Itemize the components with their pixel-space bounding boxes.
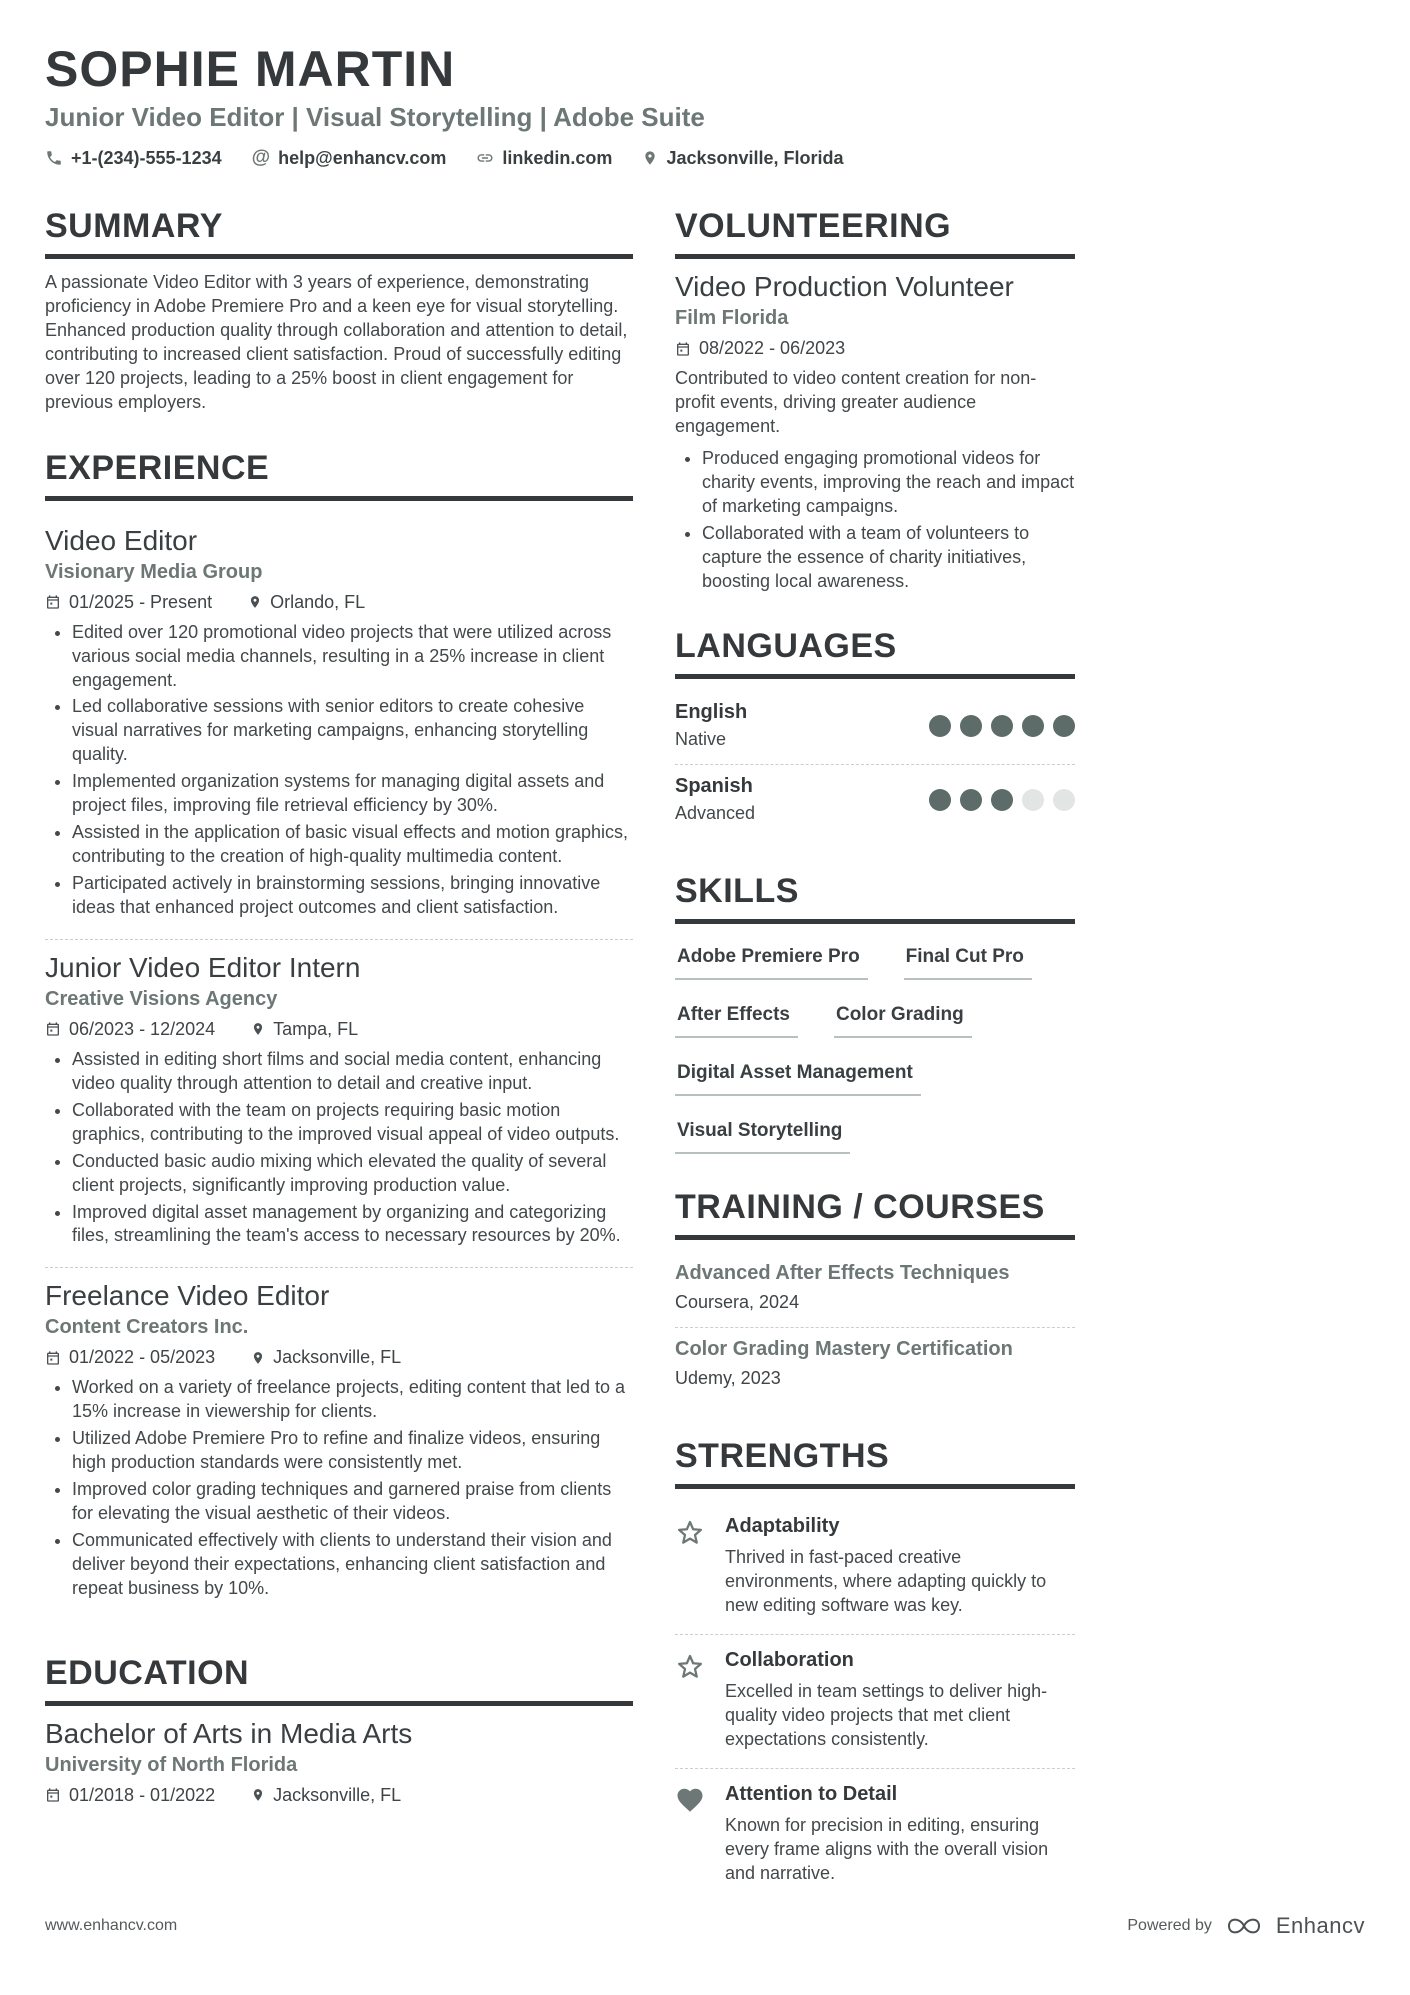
languages-heading: LANGUAGES <box>675 627 1075 679</box>
strength-content <box>725 1649 1075 1752</box>
name-heading: SOPHIE MARTIN <box>45 41 456 97</box>
bullet-point: • Participated actively in brainstorming sessions, bringing innovative ideas that enhanced project outcomes and client satisfaction. <box>72 872 633 920</box>
bullet-point: • Utilized Adobe Premiere Pro to refine and finalize videos, ensuring high production standards were consistently met. <box>72 1427 633 1475</box>
section-skills <box>675 872 1075 1154</box>
strength-content <box>725 1515 1075 1618</box>
job-entry <box>45 1268 633 1619</box>
volunteer-meta <box>675 338 1075 359</box>
powered-by <box>1127 1913 1365 1939</box>
left-column <box>45 173 633 1902</box>
bullet-point: • Conducted basic audio mixing which elevated the quality of several client projects, significantly improving production value. <box>72 1150 633 1198</box>
job-entry <box>45 940 633 1269</box>
proficiency-dot <box>960 715 982 737</box>
strength-text: Excelled in team settings to deliver high-quality video projects that met client expectations consistently. <box>725 1681 1048 1750</box>
job-bullets <box>45 621 633 920</box>
strength-content <box>725 1783 1075 1886</box>
job-title: Junior Video Editor Intern <box>45 951 361 983</box>
language-level: Native <box>675 729 727 750</box>
proficiency-dot <box>929 789 951 811</box>
skill-tag: After Effects <box>675 1004 798 1038</box>
strength-item <box>675 1635 1075 1769</box>
job-title-subtitle: Junior Video Editor | Visual Storytelling | Adobe Suite <box>45 102 705 132</box>
job-location-text: Orlando, FL <box>270 591 366 612</box>
education-meta <box>45 1785 633 1806</box>
proficiency-dot <box>1053 789 1075 811</box>
location-text: Jacksonville, Florida <box>666 147 844 168</box>
job-company: Content Creators Inc. <box>45 1316 249 1339</box>
star-icon <box>675 1649 709 1752</box>
education-location <box>251 1785 401 1806</box>
proficiency-dot <box>991 789 1013 811</box>
skill-tag: Color Grading <box>834 1004 972 1038</box>
summary-text: A passionate Video Editor with 3 years of experience, demonstrating proficiency in Adobe Premiere Pro and a keen eye for visual storytelling. Enhanced production quality through collaboration and attention to detail, contributing to increased client satisfaction. Proud of successfully editing over 120 projects, leading to a 25% boost in client engagement for previous employers. <box>45 272 628 412</box>
job-dates-text: 01/2022 - 05/2023 <box>69 1347 216 1368</box>
calendar-icon <box>675 341 691 357</box>
bullet-point: • Worked on a variety of freelance projects, editing content that led to a 15% increase in viewership for clients. <box>72 1376 633 1424</box>
section-education <box>45 1654 633 1806</box>
job-bullets <box>45 1048 633 1249</box>
strength-text: Known for precision in editing, ensuring every frame aligns with the overall vision and narrative. <box>725 1815 1049 1883</box>
job-company: Visionary Media Group <box>45 560 263 583</box>
enhancv-logo-icon <box>1224 1913 1264 1939</box>
job-title: Freelance Video Editor <box>45 1280 330 1312</box>
education-dates-text: 01/2018 - 01/2022 <box>69 1784 216 1805</box>
job-company: Creative Visions Agency <box>45 987 278 1010</box>
contact-linkedin[interactable] <box>476 148 612 169</box>
bullet-point: • Assisted in editing short films and social media content, enhancing video quality through attention to detail and creative input. <box>72 1048 633 1096</box>
website-url: linkedin.com <box>502 147 613 168</box>
section-training <box>675 1188 1075 1403</box>
skill-tag: Digital Asset Management <box>675 1062 921 1096</box>
bullet-point: • Improved digital asset management by organizing and categorizing files, streamlining the team's access to necessary resources by 20%. <box>72 1201 633 1249</box>
section-experience <box>45 449 633 1620</box>
education-location-text: Jacksonville, FL <box>273 1784 402 1805</box>
job-bullets <box>45 1376 633 1600</box>
volunteer-bullets <box>675 447 1075 594</box>
phone-number: +1-(234)-555-1234 <box>71 147 222 168</box>
job-location <box>251 1019 358 1040</box>
location-pin-icon <box>251 1021 265 1037</box>
strength-item <box>675 1769 1075 1902</box>
course-item <box>675 1328 1075 1403</box>
proficiency-dot <box>1022 715 1044 737</box>
job-entry <box>45 513 633 940</box>
skill-tags <box>675 936 1075 1154</box>
language-info <box>675 701 747 750</box>
proficiency-dot <box>991 715 1013 737</box>
language-info <box>675 775 755 824</box>
strength-text: Thrived in fast-paced creative environments, where adapting quickly to new editing software was key. <box>725 1547 1047 1616</box>
proficiency-dot <box>1022 789 1044 811</box>
volunteer-dates-text: 08/2022 - 06/2023 <box>699 338 846 358</box>
volunteer-org: Film Florida <box>675 307 789 329</box>
bullet-point: • Improved color grading techniques and garnered praise from clients for elevating the visual aesthetic of their videos. <box>72 1478 633 1526</box>
heart-icon <box>675 1783 709 1886</box>
contact-row <box>45 147 1365 169</box>
language-row <box>675 765 1075 838</box>
section-strengths <box>675 1437 1075 1901</box>
location-pin-icon <box>251 1350 265 1366</box>
bullet-point: • Implemented organization systems for managing digital assets and project files, improving file retrieval efficiency by 30%. <box>72 770 633 818</box>
job-location-text: Tampa, FL <box>273 1018 359 1039</box>
location-pin-icon <box>642 149 658 167</box>
job-dates <box>45 1019 215 1040</box>
volunteer-description: Contributed to video content creation for non-profit events, driving greater audience engagement. <box>675 368 1037 436</box>
course-title: Color Grading Mastery Certification <box>675 1338 1013 1361</box>
volunteering-heading: VOLUNTEERING <box>675 207 1075 259</box>
brand-name: Enhancv <box>1275 1913 1365 1938</box>
page-footer <box>45 1913 1365 1939</box>
bullet-point: • Collaborated with the team on projects requiring basic motion graphics, contributing to the improved visual appeal of video outputs. <box>72 1099 633 1147</box>
language-row <box>675 691 1075 765</box>
section-volunteering <box>675 207 1075 593</box>
job-dates <box>45 592 212 613</box>
location-pin-icon <box>251 1787 265 1803</box>
bullet-point: • Collaborated with a team of volunteers to capture the essence of charity initiatives, boosting local awareness. <box>702 522 1075 594</box>
job-location <box>248 592 365 613</box>
contact-phone[interactable] <box>45 148 222 169</box>
proficiency-dot <box>1053 715 1075 737</box>
calendar-icon <box>45 594 61 610</box>
job-location <box>251 1347 401 1368</box>
course-provider: Coursera, 2024 <box>675 1292 800 1313</box>
skill-tag: Adobe Premiere Pro <box>675 946 868 980</box>
course-item <box>675 1252 1075 1328</box>
job-location-text: Jacksonville, FL <box>273 1347 402 1368</box>
bullet-point: • Assisted in the application of basic visual effects and motion graphics, contributing to the creation of high-quality multimedia content. <box>72 821 633 869</box>
language-proficiency-dots <box>929 715 1075 737</box>
at-icon: @ <box>251 147 271 168</box>
bullet-point: • Edited over 120 promotional video projects that were utilized across various social media channels, resulting in a 25% increase in client engagement. <box>72 621 633 693</box>
bullet-point: • Produced engaging promotional videos for charity events, improving the reach and impact of marketing campaigns. <box>702 447 1075 519</box>
email-address: help@enhancv.com <box>278 147 447 168</box>
skill-tag: Visual Storytelling <box>675 1120 850 1154</box>
experience-heading: EXPERIENCE <box>45 449 633 501</box>
volunteer-role: Video Production Volunteer <box>675 271 1014 302</box>
job-meta <box>45 592 633 613</box>
strength-title: Adaptability <box>725 1515 840 1538</box>
powered-by-label: Powered by <box>1127 1917 1212 1934</box>
skills-heading: SKILLS <box>675 872 1075 924</box>
content-columns <box>45 173 1365 1902</box>
language-name: Spanish <box>675 775 753 798</box>
skill-tag: Final Cut Pro <box>904 946 1032 980</box>
contact-email[interactable] <box>252 147 447 169</box>
language-proficiency-dots <box>929 789 1075 811</box>
location-pin-icon <box>248 594 262 610</box>
contact-location[interactable] <box>642 148 843 169</box>
language-name: English <box>675 701 748 724</box>
calendar-icon <box>45 1350 61 1366</box>
training-heading: TRAINING / COURSES <box>675 1188 1075 1240</box>
right-column <box>675 173 1075 1902</box>
education-dates <box>45 1785 215 1806</box>
job-meta <box>45 1347 633 1368</box>
star-icon <box>675 1515 709 1618</box>
job-dates <box>45 1347 215 1368</box>
degree-title: Bachelor of Arts in Media Arts <box>45 1717 413 1749</box>
volunteer-dates <box>675 338 845 359</box>
course-provider: Udemy, 2023 <box>675 1368 781 1389</box>
school-name: University of North Florida <box>45 1753 298 1776</box>
language-level: Advanced <box>675 803 756 824</box>
calendar-icon <box>45 1021 61 1037</box>
resume-header <box>45 42 1365 169</box>
section-summary <box>45 207 633 415</box>
strengths-heading: STRENGTHS <box>675 1437 1075 1489</box>
bullet-point: • Communicated effectively with clients to understand their vision and deliver beyond their expectations, enhancing client satisfaction and repeat business by 10%. <box>72 1529 633 1601</box>
strength-title: Collaboration <box>725 1649 854 1672</box>
job-meta <box>45 1019 633 1040</box>
phone-icon <box>45 149 63 167</box>
proficiency-dot <box>929 715 951 737</box>
job-dates-text: 01/2025 - Present <box>69 591 213 612</box>
job-dates-text: 06/2023 - 12/2024 <box>69 1018 216 1039</box>
bullet-point: • Led collaborative sessions with senior editors to create cohesive visual narratives for marketing campaigns, enhancing storytelling quality. <box>72 695 633 767</box>
strength-item <box>675 1501 1075 1635</box>
footer-url[interactable]: www.enhancv.com <box>45 1917 178 1934</box>
course-title: Advanced After Effects Techniques <box>675 1262 1010 1285</box>
strength-title: Attention to Detail <box>725 1783 898 1806</box>
link-icon <box>476 149 494 167</box>
proficiency-dot <box>960 789 982 811</box>
calendar-icon <box>45 1787 61 1803</box>
summary-heading: SUMMARY <box>45 207 633 259</box>
job-title: Video Editor <box>45 524 198 556</box>
education-heading: EDUCATION <box>45 1654 633 1706</box>
section-languages <box>675 627 1075 838</box>
